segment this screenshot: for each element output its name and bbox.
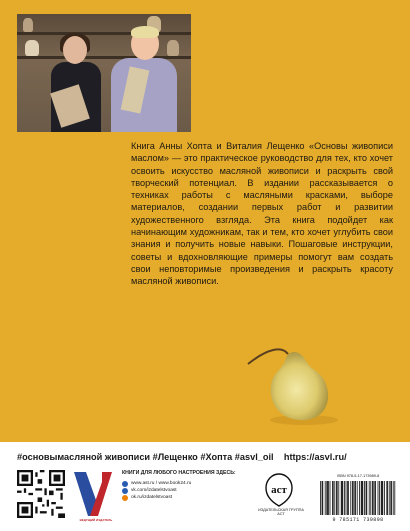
barcode-bar [372,481,373,515]
barcode-bar [374,481,375,515]
barcode-bar [366,481,367,515]
barcode-bar [389,481,390,515]
barcode-bar [355,481,356,515]
woman-head [63,36,87,64]
barcode-bar [382,481,383,515]
barcode-bar [393,481,394,515]
jar-decor [25,40,39,56]
barcode-bar [366,481,367,515]
ast-logo-icon [264,472,294,508]
contact-item[interactable] [122,480,252,487]
barcode-bar [344,481,345,515]
hashtags: #основымасляной живописи #Лещенко #Хопта #asvl_oil [17,452,274,462]
barcode-bar [347,481,348,515]
barcode-bar [375,481,376,515]
barcode-bar [325,481,326,515]
contacts-block [122,470,252,501]
barcode-bar [337,481,338,515]
barcode-bar [357,481,358,515]
barcode-bar [327,481,328,515]
books-title: КНИГИ ДЛЯ ЛЮБОГО НАСТРОЕНИЯ ЗДЕСЬ: [122,470,236,476]
barcode-bar [373,481,374,515]
barcode-bar [382,481,383,515]
contact-item[interactable] [122,487,252,494]
barcode-bar [364,481,365,515]
barcode-bar [348,481,349,515]
barcode-bar [381,481,382,515]
hashtags-line [17,452,397,462]
barcode-bar [386,481,387,515]
barcode-bar [387,481,388,515]
barcode-bar [322,481,323,515]
barcode-bar [354,481,355,515]
man-hair [131,26,159,38]
barcode-bar [353,481,354,515]
ok-icon [122,495,128,501]
barcode-bar [391,481,392,515]
barcode-bar [341,481,342,515]
barcode-bar [379,481,380,515]
globe-icon [122,481,128,487]
barcode-bar [378,481,379,515]
barcode-bar [361,481,362,515]
book-description: Книга Анны Хопта и Виталия Лещенко «Основы живописи маслом» — это практическое руководство для тех, кто хочет освоить искусство масляной живописи и раскрыть свой творческий потенциал. В издании рассказывается о техниках работы с масляными красками, выборе материалов, создании первых работ и развитии художественного взгляда. Эта книга подойдет как начинающим художникам, так и тем, кто хочет углубить свои знания и получить новые навыки. Пошаговые инструкции, советы и вдохновляющие примеры помогут вам создать свои неповторимые произведения и раскрыть красоту масляной живописи. [131,141,393,287]
barcode-bar [346,481,347,515]
barcode-bar [332,481,333,515]
publisher-label: ИЗДАТЕЛЬСКАЯ ГРУППА АСТ [258,508,304,517]
barcode-bar [330,481,331,515]
barcode-bar [390,481,391,515]
barcode-bar [326,481,327,515]
contacts-list [122,480,252,501]
barcode-bar [384,481,385,515]
author-woman [47,36,105,132]
barcode-bar [328,481,329,515]
contact-item[interactable] [122,494,252,501]
barcode-bar [394,481,395,515]
vk-icon [122,488,128,494]
isbn: ISBN 978-5-17-173989-8 [336,474,380,478]
qr-code-icon [17,470,65,518]
barcode-icon [320,481,396,515]
barcode-bar [322,481,323,515]
barcode-bar [369,481,370,515]
v-logo-caption: ВЕДУЩИЙ ИЗДАТЕЛЬ [79,518,113,522]
ast-logo-text: аст [271,484,287,496]
pear-illustration [244,336,344,428]
barcode-bar [350,481,351,515]
authors-photo [17,14,191,132]
barcode-bar [352,481,353,515]
barcode-bar [336,481,337,515]
contact-text: ok.ru/izdatelstvoast [131,495,173,500]
author-man [109,28,179,132]
contact-text: www.ast.ru / www.book24.ru [131,481,192,486]
barcode-digits: 9 785171 739898 [332,517,384,523]
contact-text: vk.com/izdatelstvoast [131,488,177,493]
barcode-bar [370,481,371,515]
site-url[interactable]: https://asvl.ru/ [283,452,347,462]
barcode-bar [359,481,360,515]
v-publisher-logo-icon [72,470,116,520]
barcode-bar [338,481,339,515]
barcode-bar [333,481,334,515]
barcode-bar [334,481,335,515]
barcode-bar [320,481,321,515]
barcode-bar [362,481,363,515]
barcode-bar [342,481,343,515]
barcode-bar [342,481,343,515]
jar-decor [23,18,33,32]
barcode-bar [362,481,363,515]
